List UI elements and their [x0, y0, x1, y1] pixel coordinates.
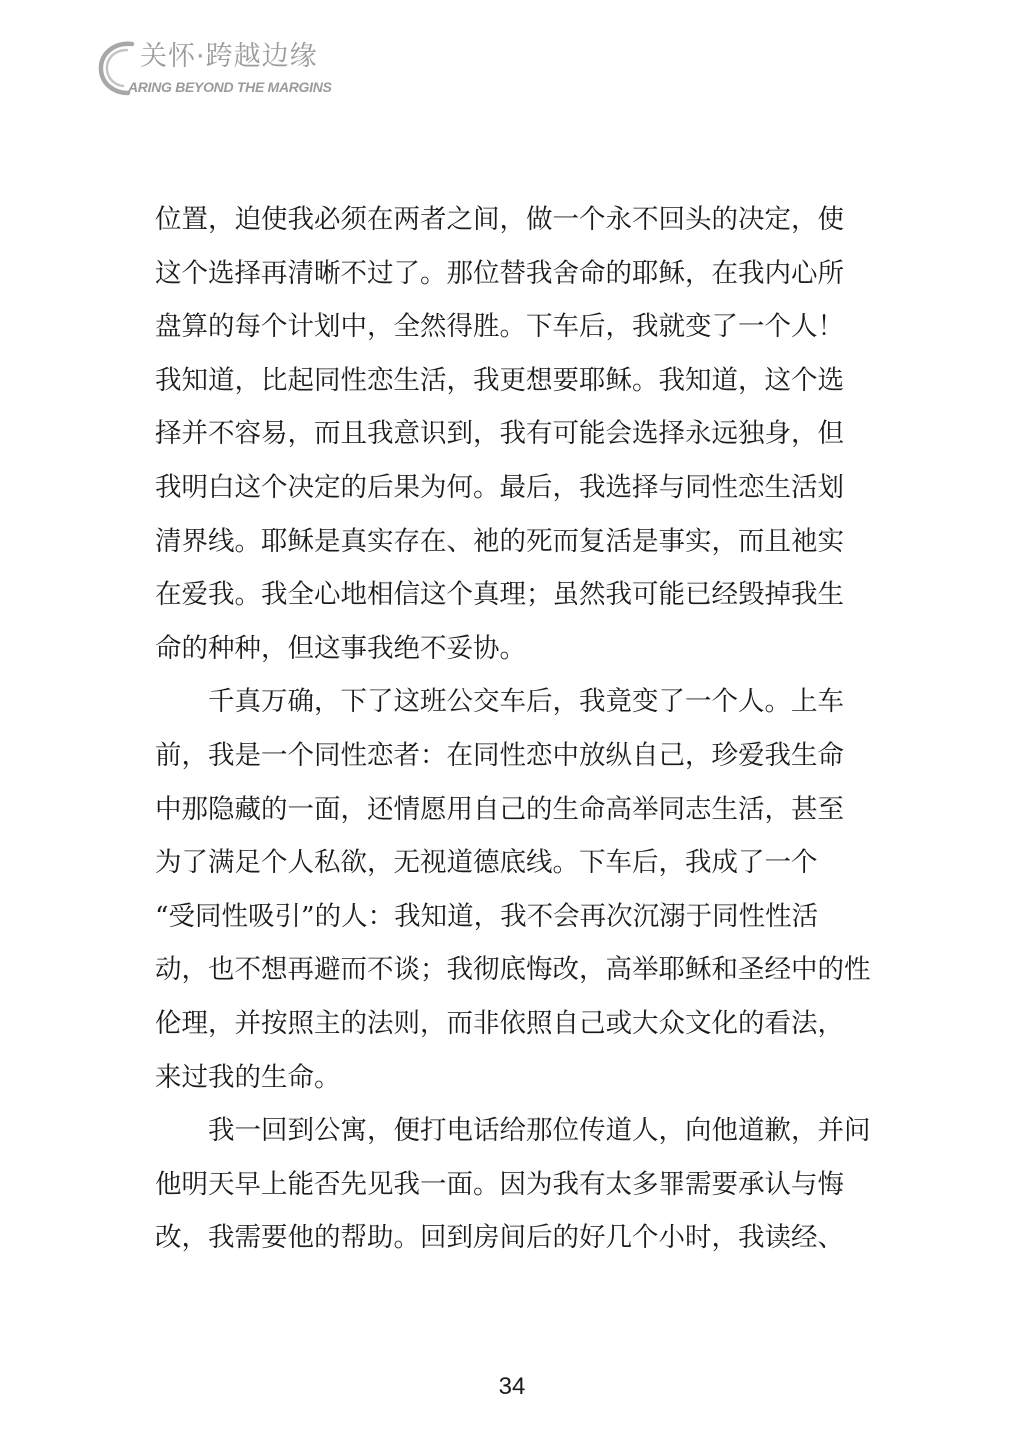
text-line: “受同性吸引”的人：我知道，我不会再次沉溺于同性性活 [155, 900, 819, 932]
text-line: 我一回到公寓，便打电话给那位传道人，向他道歉，并问 [208, 1115, 871, 1147]
text-line: 伦理，并按照主的法则，而非依照自己或大众文化的看法， [155, 1007, 844, 1039]
text-line: 这个选择再清晰不过了。那位替我舍命的耶稣，在我内心所 [155, 257, 844, 289]
text-line: 动，也不想再避而不谈；我彻底悔改，高举耶稣和圣经中的性 [155, 954, 871, 986]
logo-title-english: ARING BEYOND THE MARGINS [128, 79, 332, 95]
text-line: 中那隐藏的一面，还情愿用自己的生命高举同志生活，甚至 [155, 793, 844, 825]
text-line: 位置，迫使我必须在两者之间，做一个永不回头的决定，使 [155, 204, 844, 235]
logo-title-chinese: 关怀·跨越边缘 [140, 41, 318, 72]
text-line: 我明白这个决定的后果为何。最后，我选择与同性恋生活划 [155, 471, 844, 503]
text-line: 命的种种，但这事我绝不妥协。 [155, 632, 526, 664]
text-line: 改，我需要他的帮助。回到房间后的好几个小时，我读经、 [155, 1222, 844, 1254]
page-number: 34 [498, 1373, 526, 1400]
text-line: 前，我是一个同性恋者：在同性恋中放纵自己，珍爱我生命 [155, 739, 844, 771]
text-line: 来过我的生命。 [155, 1061, 341, 1093]
text-line: 清界线。耶稣是真实存在、祂的死而复活是事实，而且祂实 [155, 525, 844, 557]
text-line: 千真万确，下了这班公交车后，我竟变了一个人。上车 [208, 686, 844, 718]
text-line: 为了满足个人私欲，无视道德底线。下车后，我成了一个 [155, 847, 818, 879]
body-text [155, 193, 875, 1265]
text-line: 他明天早上能否先见我一面。因为我有太多罪需要承认与悔 [155, 1168, 844, 1200]
text-line: 盘算的每个计划中，全然得胜。下车后，我就变了一个人！ [155, 311, 844, 343]
page-header [96, 38, 426, 100]
text-line: 择并不容易，而且我意识到，我有可能会选择永远独身，但 [155, 418, 844, 450]
text-line: 在爱我。我全心地相信这个真理；虽然我可能已经毁掉我生 [155, 579, 844, 611]
text-line: 我知道，比起同性恋生活，我更想要耶稣。我知道，这个选 [155, 364, 844, 396]
